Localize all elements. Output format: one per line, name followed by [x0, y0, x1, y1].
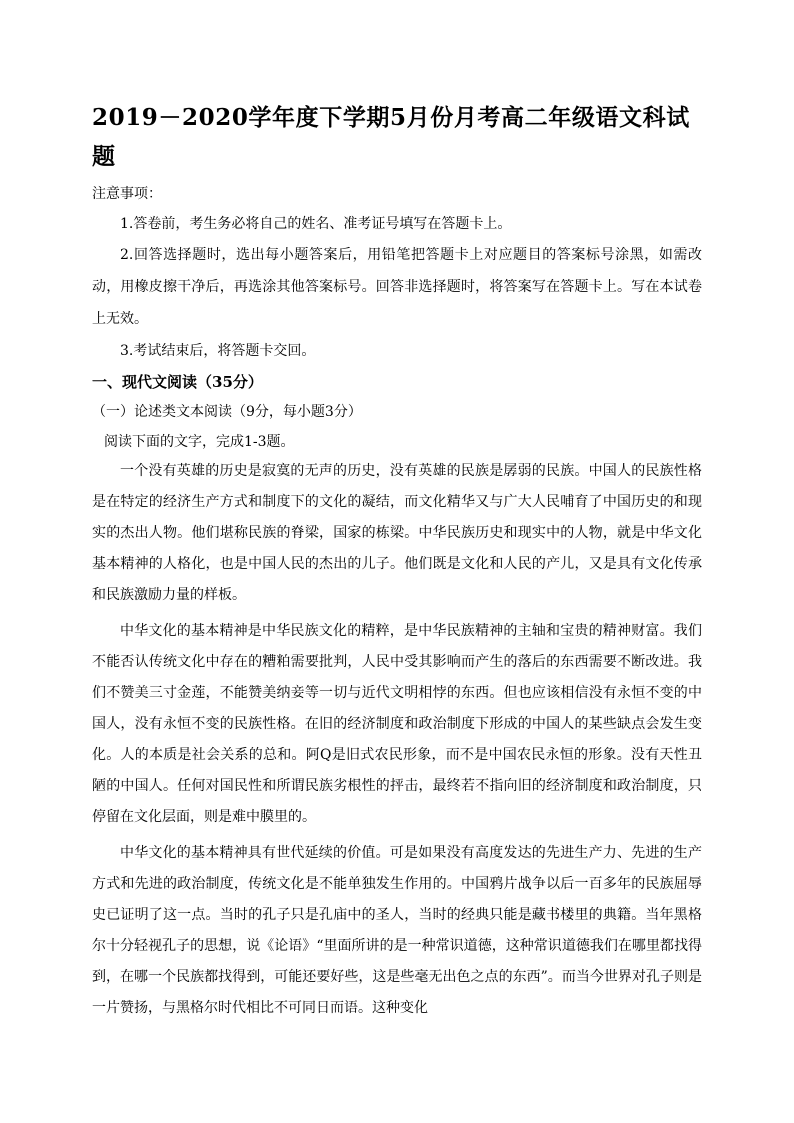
page-title: 2019－2020学年度下学期5月份月考高二年级语文科试题: [92, 104, 690, 170]
note-item-2: 2.回答选择题时，选出每小题答案后，用铅笔把答题卡上对应题目的答案标号涂黑，如需改动，用橡皮擦干净后，再选涂其他答案标号。回答非选择题时，将答案写在答题卡上。写在本试卷上无效。: [92, 247, 702, 327]
subsection-heading: （一）论述类文本阅读（9分，每小题3分）: [92, 404, 362, 420]
note-item-1: 1.答卷前，考生务必将自己的姓名、准考证号填写在答题卡上。: [120, 216, 512, 232]
passage-paragraph-1: 一个没有英雄的历史是寂寞的无声的历史，没有英雄的民族是孱弱的民族。中国人的民族性格是在特定的经济生产方式和制度下的文化的凝结，而文化精华又与广大人民哺育了中国历史的和现实的杰出人物。他们堪称民族的脊梁，国家的栋梁。中华民族历史和现实中的人物，就是中华文化基本精神的人格化，也是中国人民的杰出的儿子。他们既是文化和人民的产儿，又是具有文化传承和民族激励力量的样板。: [92, 463, 702, 603]
note-item-3: 3.考试结束后，将答题卡交回。: [120, 343, 316, 359]
reading-instruction: 阅读下面的文字，完成1-3题。: [104, 434, 295, 450]
notes-heading: 注意事项：: [92, 186, 162, 202]
passage-paragraph-2: 中华文化的基本精神是中华民族文化的精粹，是中华民族精神的主轴和宝贵的精神财富。我们不能否认传统文化中存在的糟粕需要批判，人民中受其影响而产生的落后的东西需要不断改进。我们不赞美三寸金莲，不能赞美纳妾等一切与近代文明相悖的东西。但也应该相信没有永恒不变的中国人，没有永恒不变的民族性格。在旧的经济制度和政治制度下形成的中国人的某些缺点会发生变化。人的本质是社会关系的总和。阿Q是旧式农民形象，而不是中国农民永恒的形象。没有天性丑陋的中国人。任何对国民性和所谓民族劣根性的抨击，最终若不指向旧的经济制度和政治制度，只停留在文化层面，则是难中膜里的。: [92, 623, 702, 825]
passage-paragraph-3: 中华文化的基本精神具有世代延续的价值。可是如果没有高度发达的先进生产力、先进的生产方式和先进的政治制度，传统文化是不能单独发生作用的。中国鸦片战争以后一百多年的民族屈辱史已证明了这一点。当时的孔子只是孔庙中的圣人，当时的经典只能是藏书楼里的典籍。当年黑格尔十分轻视孔子的思想，说《论语》“里面所讲的是一种常识道德，这种常识道德我们在哪里都找得到，在哪一个民族都找得到，可能还要好些，这是些毫无出色之点的东西”。而当今世界对孔子则是一片赞扬，与黑格尔时代相比不可同日而语。这种变化: [92, 845, 702, 1016]
section-heading: 一、现代文阅读（35分）: [92, 373, 263, 391]
